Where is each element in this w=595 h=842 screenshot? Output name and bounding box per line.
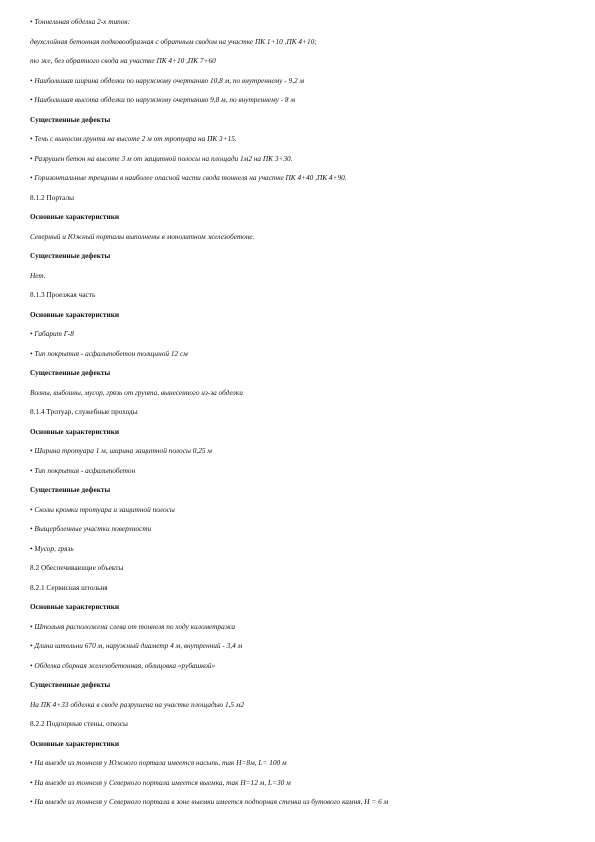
text-line: двухслойная бетонная подковообразная с обратным сводом на участке ПК 1+10 ,ПК 4+10;: [30, 36, 317, 46]
text-line: • Длина штольни 670 м, наружный диаметр 4 м, внутренний - 3,4 м: [30, 641, 243, 650]
text-line: • На выезде из тоннеля у Северного портала в зоне выемки имеется подпорная стенка из бутового камня, H = 6 м: [30, 797, 389, 806]
text-line: • Горизонтальные трещины в наиболее опасной части свода тоннеля на участке ПК 4+40 ,ПК 4+90.: [30, 173, 347, 182]
text-line: • Наибольшая ширина обделки по наружному очертанию 10,8 м, по внутреннему - 9,2 м: [30, 75, 305, 85]
text-line: • Наибольшая высота обделки по наружному очертанию 9,8 м, по внутреннему - 8 м: [30, 95, 296, 104]
text-line: • Штольня расположена слева от тоннеля по ходу километража: [30, 621, 236, 631]
text-line: • Тип покрытия - асфальтобетон толщиной 12 см: [30, 348, 188, 358]
text-line: Существенные дефекты: [30, 114, 111, 124]
text-line: Северный и Южный порталы выполнены в монолитном железобетоне.: [30, 231, 255, 241]
text-line: • Тоннельная обделка 2-х типов:: [30, 17, 131, 26]
text-line: Нет.: [30, 270, 46, 280]
text-line: 8.2.2 Подпорные стены, откосы: [30, 719, 128, 728]
text-line: • Мусор, грязь: [30, 543, 74, 553]
text-line: 8.2.1 Сервисная штольня: [30, 582, 108, 592]
text-line: • Ширина тротуара 1 м, ширина защитной полосы 0,25 м: [30, 446, 212, 455]
text-line: 8.1.2 Порталы: [30, 192, 75, 202]
text-line: Существенные дефекты: [30, 680, 111, 689]
text-line: • Сколы кромки тротуара и защитной полосы: [30, 504, 175, 514]
text-line: Существенные дефекты: [30, 368, 111, 377]
text-line: • На выезде из тоннеля у Северного портала имеется выемка, так H=12 м, L=30 м: [30, 777, 291, 787]
text-line: На ПК 4+33 обделка в своде разрушена на участке площадью 1,5 м2: [30, 699, 245, 709]
text-line: • Тип покрытия - асфальтобетон: [30, 465, 136, 475]
text-line: • На выезде из тоннеля у Южного портала имеется насыпь, так H=8м, L= 100 м: [30, 758, 287, 767]
text-line: Существенные дефекты: [30, 485, 111, 494]
text-line: Основные характеристики: [30, 426, 120, 436]
text-line: • Выщербленные участки поверхности: [30, 524, 152, 533]
text-line: то же, без обратного свода на участке ПК 4+10 ,ПК 7+60: [30, 56, 216, 65]
text-line: 8.1.4 Тротуар, служебные проходы: [30, 407, 138, 416]
text-line: Волны, выбоины, мусор, грязь от грунта, вынесенного из-за обделки: [30, 387, 243, 397]
text-line: Основные характеристики: [30, 309, 120, 319]
text-line: • Габарит Г-8: [30, 329, 74, 338]
text-line: 8.2 Обеспечивающие объекты: [30, 563, 124, 572]
text-line: Основные характеристики: [30, 602, 120, 611]
text-line: • Обделка сборная железобетонная, облицовка «рубашкой»: [30, 660, 216, 670]
text-line: 8.1.3 Проезжая часть: [30, 290, 96, 299]
text-line: • Разрушен бетон на высоте 3 м от защитной полосы на площади 1м2 на ПК 3+30.: [30, 153, 293, 163]
text-line: • Течь с выносом грунта на высоте 2 м от тротуара на ПК 3+15.: [30, 134, 237, 143]
text-line: Существенные дефекты: [30, 251, 111, 260]
text-line: Основные характеристики: [30, 212, 120, 221]
text-line: Основные характеристики: [30, 738, 120, 748]
